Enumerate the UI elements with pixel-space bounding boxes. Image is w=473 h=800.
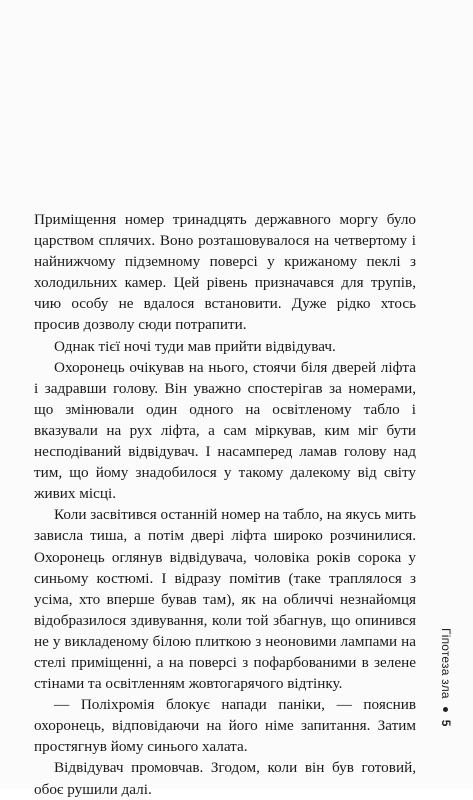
page-number: 5: [439, 719, 453, 727]
book-title: Гіпотеза зла: [439, 628, 453, 699]
paragraph: — Поліхромія блокує напади паніки, — пояснив охоронець, відповідаючи на його німе запитання. Затим простягнув йому синього халата.: [34, 696, 416, 756]
body-text: [34, 209, 416, 800]
bullet-icon: [444, 707, 449, 712]
paragraph: Приміщення номер тринадцять державного моргу було царством сплячих. Воно розташовувалося на четвертому і найнижчому підземному поверсі у крижаному пеклі з холодильних камер. Цей рівень призначався для трупів, чию особу не вдалося встановити. Дуже рідко хтось просив дозволу сюди потрапити.: [34, 211, 416, 334]
paragraph: Однак тієї ночі туди мав прийти відвідувач.: [54, 337, 336, 355]
paragraph: Охоронець очікував на нього, стоячи біля дверей ліфта і задравши голову. Він уважно спостерігав за номерами, що змінювали один одного на освітленому табло і вказували на рух ліфта, а сам міркував, ким міг бути несподіваний відвідувач. І насамперед ламав голову над тим, що йому знадобилося у такому далекому від світу живих місці.: [34, 358, 416, 503]
running-header: [439, 628, 453, 727]
paragraph: Коли засвітився останній номер на табло, на якусь мить зависла тиша, а потім двері ліфта широко розчинилися. Охоронець оглянув відвідувача, чоловіка років сорока у синьому костюмі. І відразу помітив (таке траплялося з усіма, хто вперше бував там), як на обличчі незнайомця відобразилося здивування, коли той збагнув, що опинився не у викладеному білою плиткою з неоновими лампами на стелі приміщенні, а на поверсі з пофарбованими в зелене стінами та освітленням жовтогарячого відтінку.: [34, 506, 416, 693]
paragraph: Відвідувач промовчав. Згодом, коли він був готовий, обоє рушили далі.: [34, 759, 416, 798]
